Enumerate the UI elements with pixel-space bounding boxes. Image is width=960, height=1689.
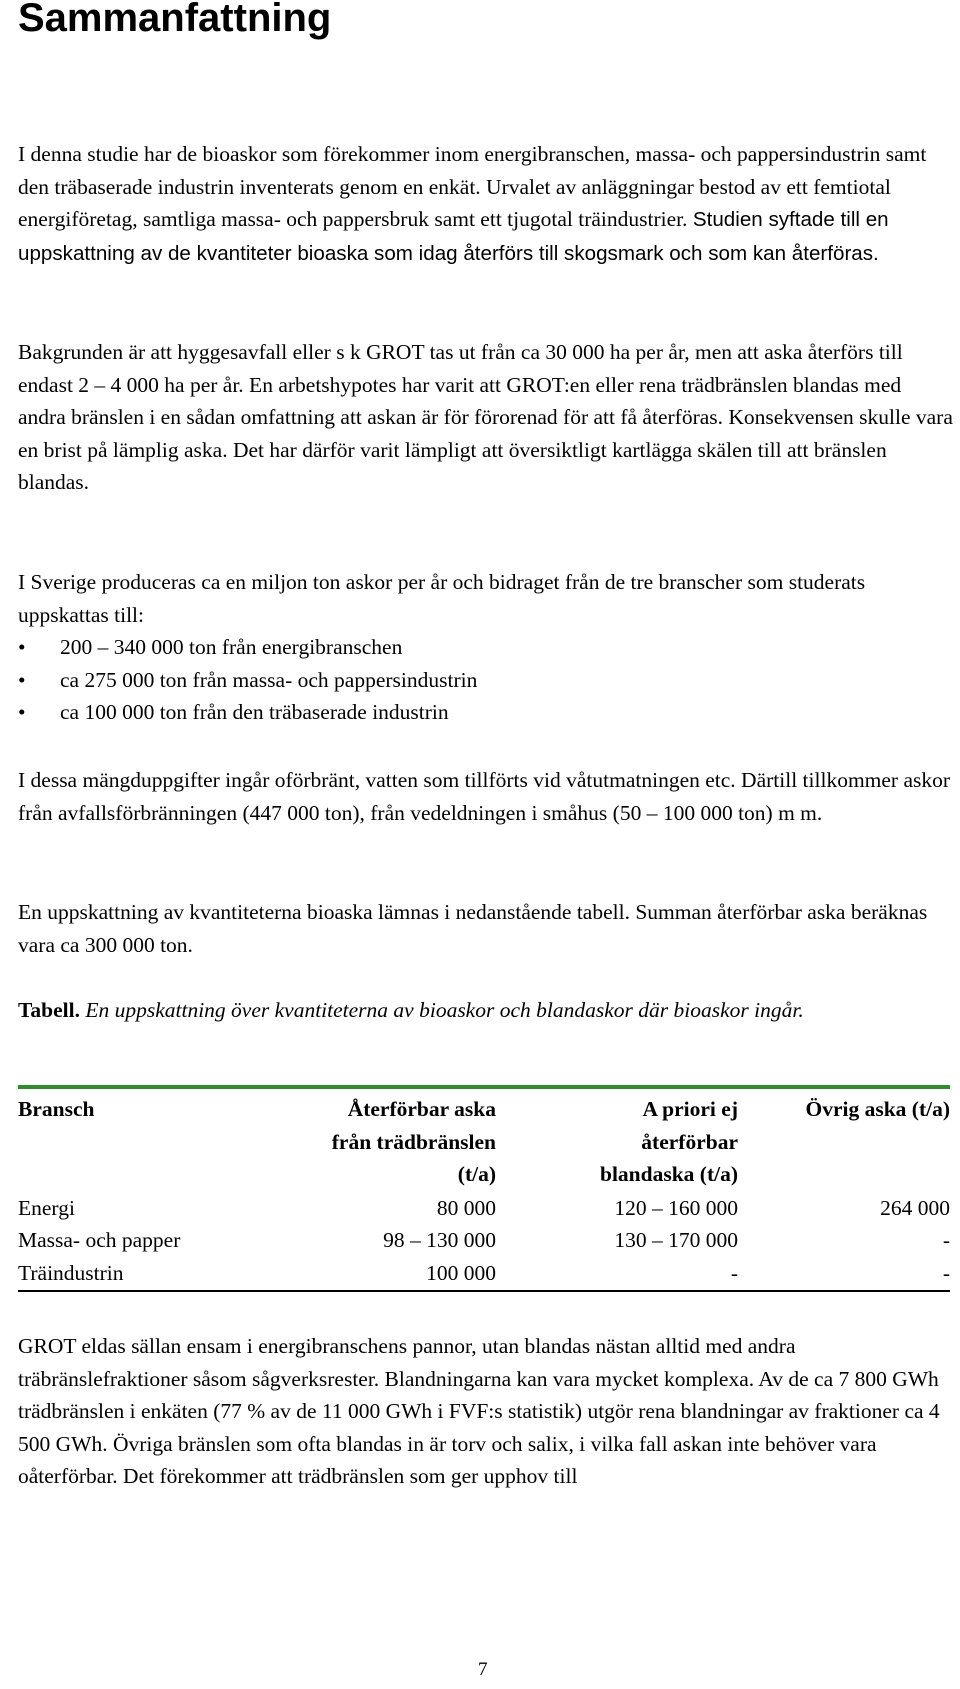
quantities-paragraph: I dessa mängduppgifter ingår oförbränt, vatten som tillförts vid våtutmatningen etc. Därtill tillkommer askor från avfallsförbränningen (447 000 ton), från vedeldningen i småhus (50 – 100 000 ton) m m. [18,768,951,825]
table-cell: 120 – 160 000 [614,1195,738,1220]
intro-text: I denna studie har de bioaskor som förekommer inom energibranschen, massa- och pappersindustrin samt den träbaserade industrin inventerats genom en enkät. Urvalet av anläggningar bestod av ett femtiotal energiföretag, samtliga massa- och pappersbruk samt ett tjugotal träindustrier. [18,142,927,232]
table-row [18,1192,950,1225]
table-header-row [18,1089,950,1192]
ash-quantity-table [18,1085,950,1292]
table-cell: - [738,1257,950,1291]
table-cell: - [496,1257,738,1291]
column-header-recyclable: Återförbar aska från trädbränslen (t/a) [331,1097,496,1187]
page-number: 7 [478,1659,488,1680]
table-cell: Massa- och papper [18,1228,181,1253]
table-cell: Energi [18,1195,75,1220]
table-row [18,1224,950,1257]
table-cell: 130 – 170 000 [614,1228,738,1253]
table-cell: - [942,1228,950,1253]
data-table [18,1089,950,1292]
page-heading: Sammanfattning [18,0,332,40]
caption-text: En uppskattning över kvantiteterna av bioaskor och blandaskor där bioaskor ingår. [79,998,804,1022]
list-item: • ca 275 000 ton från massa- och pappersindustrin [18,664,918,697]
column-header-mixed: A priori ej återförbar blandaska (t/a) [600,1097,738,1187]
list-item: • ca 100 000 ton från den träbaserade industrin [18,696,918,729]
table-cell: 98 – 130 000 [383,1228,496,1253]
list-item: • 200 – 340 000 ton från energibranschen [18,631,918,664]
table-caption [18,994,953,1027]
table-cell: 264 000 [880,1195,950,1220]
table-cell: 80 000 [436,1195,496,1220]
table-cell: 100 000 [266,1257,496,1291]
estimate-paragraph: En uppskattning av kvantiteterna bioaska lämnas i nedanstående tabell. Summan återförbar aska beräknas vara ca 300 000 ton. [18,900,928,957]
intro-aim-text: Studien syftade till en uppskattning av de kvantiteter bioaska som idag återförs till skogsmark och som kan återföras. [18,208,889,265]
column-header-bransch: Bransch [18,1097,95,1121]
grot-paragraph: GROT eldas sällan ensam i energibranschens pannor, utan blandas nästan alltid med andra träbränslefraktioner såsom sågverksrester. Blandningarna kan vara mycket komplexa. Av de ca 7 800 GWh trädbränslen i enkäten (77 % av de 11 000 GWh i FVF:s statistik) utgör rena blandningar av fraktioner ca 4 500 GWh. Övriga bränslen som ofta blandas in är torv och salix, i vilka fall askan inte behöver vara oåterförbar. Det förekommer att trädbränslen som ger upphov till [18,1334,940,1489]
background-paragraph: Bakgrunden är att hyggesavfall eller s k GROT tas ut från ca 30 000 ha per år, men att aska återförs till endast 2 – 4 000 ha per år. En arbetshypotes har varit att GROT:en eller rena trädbränslen blandas med andra bränslen i en sådan omfattning att askan är för förorenad för att få återföras. Konsekvensen skulle vara en brist på lämplig aska. Det har därför varit lämpligt att översiktligt kartlägga skälen till att bränslen blandas. [18,340,953,495]
column-header-other: Övrig aska (t/a) [805,1097,950,1121]
production-intro: I Sverige produceras ca en miljon ton askor per år och bidraget från de tre branscher som studerats uppskattas till: [18,570,866,627]
table-cell: Träindustrin [18,1257,266,1291]
table-row [18,1257,950,1291]
intro-paragraph [18,138,953,270]
production-paragraph [18,566,918,729]
production-list [18,631,918,729]
caption-label: Tabell. [18,998,80,1022]
